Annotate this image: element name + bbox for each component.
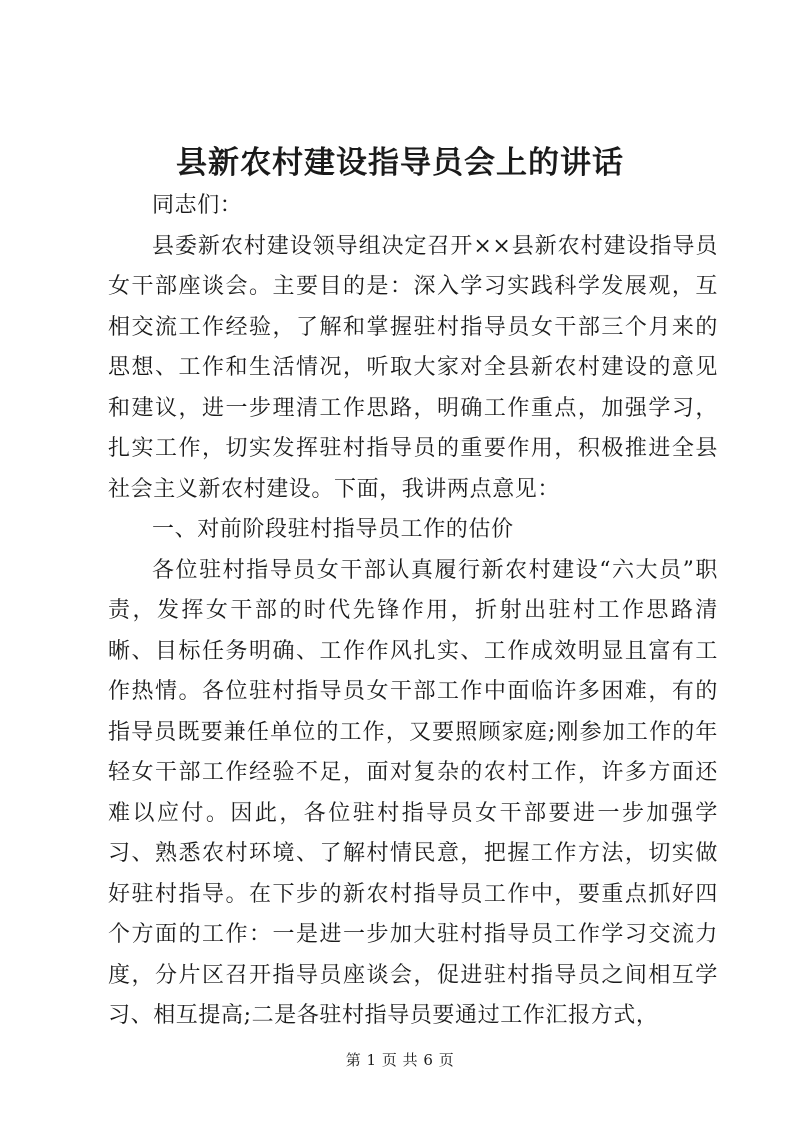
- page-number: 第 1 页: [345, 1051, 398, 1069]
- page-total: 共 6 页: [402, 1051, 455, 1069]
- section-heading: 一、对前阶段驻村指导员工作的估价: [152, 517, 514, 542]
- paragraph-intro: 县委新农村建设领导组决定召开××县新农村建设指导员女干部座谈会。主要目的是：深入学习实践科学发展观，互相交流工作经验，了解和掌握驻村指导员女干部三个月来的思想、工作和生活情况，听取大家对全县新农村建设的意见和建议，进一步理清工作思路，明确工作重点，加强学习，扎实工作，切实发挥驻村指导员的重要作用，积极推进全县社会主义新农村建设。下面，我讲两点意见：: [108, 233, 718, 502]
- paragraph-evaluation: 各位驻村指导员女干部认真履行新农村建设“六大员”职责，发挥女干部的时代先锋作用，折射出驻村工作思路清晰、目标任务明确、工作作风扎实、工作成效明显且富有工作热情。各位驻村指导员女干部工作中面临许多困难，有的指导员既要兼任单位的工作，又要照顾家庭;刚参加工作的年轻女干部工作经验不足，面对复杂的农村工作，许多方面还难以应付。因此，各位驻村指导员女干部要进一步加强学习、熟悉农村环境、了解村情民意，把握工作方法，切实做好驻村指导。在下步的新农村指导员工作中，要重点抓好四个方面的工作：一是进一步加大驻村指导员工作学习交流力度，分片区召开指导员座谈会，促进驻村指导员之间相互学习、相互提高;二是各驻村指导员要通过工作汇报方式，: [108, 557, 718, 1028]
- page-footer: [0, 1048, 800, 1072]
- document-title: 县新农村建设指导员会上的讲话: [176, 145, 624, 181]
- document-body: [108, 186, 718, 1037]
- salutation: 同志们：: [152, 193, 243, 218]
